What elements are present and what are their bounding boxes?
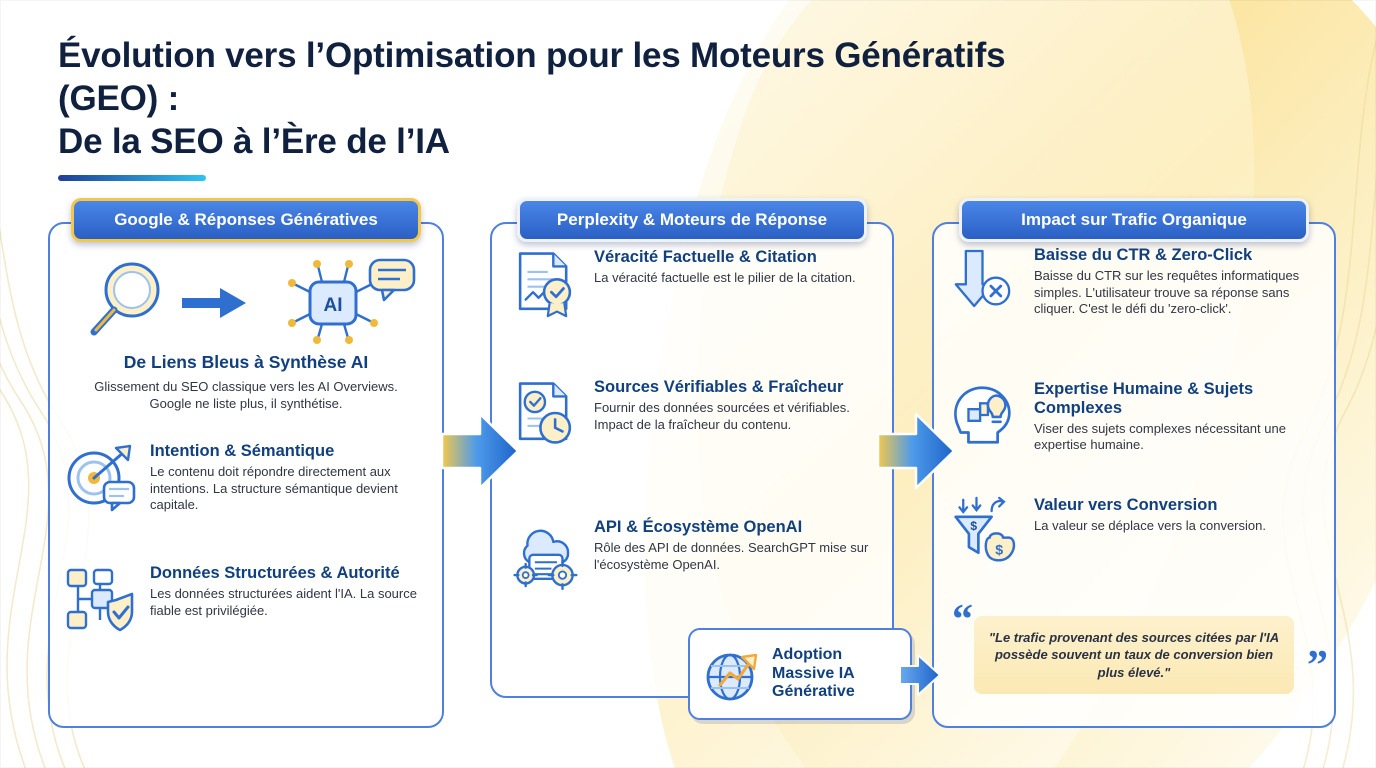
list-item [508,378,880,448]
title-line-2: De la SEO à l’Ère de l’IA [58,122,450,162]
adoption-title-line3: Générative [772,683,855,701]
quote-open-icon: “ [952,597,973,643]
panel-header-1: Google & Réponses Génératives [71,198,421,242]
item-title: API & Écosystème OpenAI [594,518,803,536]
title-line-1: Évolution vers l’Optimisation pour les Moteurs Génératifs (GEO) : [58,36,1006,119]
blue-arrow-icon [182,288,246,318]
item-title: Sources Vérifiables & Fraîcheur [594,378,844,396]
chat-bubble-icon [370,260,414,300]
list-item [64,442,430,514]
item-title: Intention & Sémantique [150,442,335,460]
list-item [948,246,1324,318]
quote-text: "Le trafic provenant des sources citées par l'IA possède souvent un taux de conversion bien plus élevé." [988,629,1280,680]
panel-google-generative-answers [48,210,444,728]
panel-perplexity-answer-engines [490,210,894,698]
list-item [508,518,880,588]
item-body: La valeur se déplace vers la conversion. [1034,517,1266,533]
item-body: Viser des sujets complexes nécessitant une expertise humaine. [1034,420,1286,453]
ai-brain-icon [288,260,414,344]
item-body: Rôle des API de données. SearchGPT mise sur l'écosystème OpenAI. [594,539,869,572]
hero-body: Glissement du SEO classique vers les AI Overviews. Google ne liste plus, il synthétise. [94,379,398,412]
item-body: Le contenu doit répondre directement aux intentions. La structure sémantique devient capitale. [150,463,398,513]
adoption-title-line2: Massive IA [772,664,855,682]
list-item [64,564,430,634]
globe-growth-icon [700,641,766,707]
list-item [948,380,1324,454]
head-lightbulb-puzzle-icon [948,380,1022,450]
item-title: Expertise Humaine & Sujets Complexes [1034,380,1254,417]
item-title: Véracité Factuelle & Citation [594,248,817,266]
item-body: Baisse du CTR sur les requêtes informatiques simples. L'utilisateur trouve sa réponse sans cliquer. C'est le défi du 'zero-click'. [1034,267,1300,317]
structured-data-shield-icon [64,564,138,634]
funnel-money-icon [948,496,1022,566]
magnifier-icon [94,264,158,332]
document-badge-icon [508,248,582,318]
hero-title: De Liens Bleus à Synthèse AI [123,352,369,372]
quote-close-icon: ” [1307,643,1328,689]
adoption-title-line1: Adoption [772,645,843,663]
down-arrow-error-icon [948,246,1022,316]
hero-block-blue-links [70,254,422,412]
arrow-adoption-to-col3 [898,652,942,698]
panel-header-3: Impact sur Trafic Organique [959,198,1309,242]
svg-text:$: $ [970,519,978,534]
item-title: Baisse du CTR & Zero-Click [1034,246,1253,264]
item-body: La véracité factuelle est le pilier de la citation. [594,269,856,285]
cloud-api-gear-icon [508,518,582,588]
svg-text:$: $ [995,542,1004,559]
item-title: Valeur vers Conversion [1034,496,1218,514]
hero-icon-group [70,254,422,346]
list-item [508,248,880,318]
item-body: Fournir des données sourcées et vérifiables. Impact de la fraîcheur du contenu. [594,399,850,432]
quote-box [974,616,1294,694]
target-semantic-icon [64,442,138,512]
arrow-col1-to-col2 [440,408,520,494]
page-title [58,34,1108,181]
panel-header-2: Perplexity & Moteurs de Réponse [517,198,867,242]
item-title: Données Structurées & Autorité [150,564,400,582]
panel-impact-organic-traffic [932,210,1336,728]
arrow-col2-to-col3 [876,408,956,494]
adoption-card [688,628,912,720]
svg-text:AI: AI [323,295,343,316]
title-underline [58,175,206,181]
item-body: Les données structurées aident l'IA. La source fiable est privilégiée. [150,585,417,618]
list-item [948,496,1324,566]
